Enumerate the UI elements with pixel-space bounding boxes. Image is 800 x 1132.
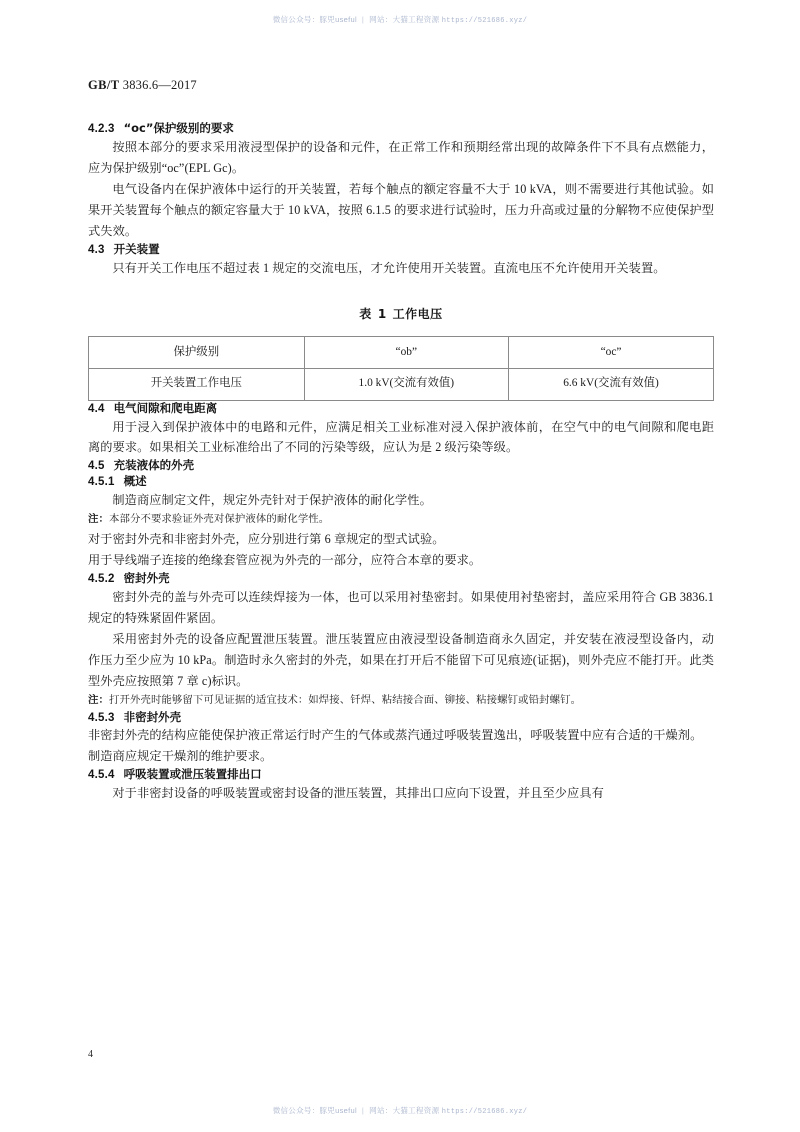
paragraph-4-5-1-2: 对于密封外壳和非密封外壳，应分别进行第 6 章规定的型式试验。 <box>88 532 445 547</box>
clause-title-4-3: 开关装置 <box>113 241 160 256</box>
watermark-url: https://521686.xyz/ <box>441 17 528 25</box>
paragraph-4-3-1: 只有开关工作电压不超过表 1 规定的交流电压，才允许使用开关装置。直流电压不允许使用开关装置。 <box>112 260 666 275</box>
watermark-separator: | <box>361 15 365 24</box>
note-label: 注： <box>88 693 109 706</box>
watermark-url: https://521686.xyz/ <box>441 1108 528 1116</box>
table-1-caption <box>88 305 714 322</box>
note-4-5-2 <box>88 692 714 710</box>
watermark-separator: | <box>361 1106 365 1115</box>
note-text: 本部分不要求验证外壳对保护液体的耐化学性。 <box>108 514 330 526</box>
standard-number-header <box>88 78 714 93</box>
clause-number-4-4: 4.4 <box>88 402 105 415</box>
paragraph-4-2-3-2: 电气设备内在保护液体中运行的开关装置，若每个触点的额定容量不大于 10 kVA，则不需要进行其他试验。如果开关装置每个触点的额定容量大于 10 kVA，按照 6.1.5 的要求进行试验时，压力升高或过量的分解物不应使保护型式失效。 <box>88 181 714 238</box>
clause-number-4-2-3: 4.2.3 <box>88 123 115 135</box>
table-cell: 6.6 kV(交流有效值) <box>509 369 714 400</box>
note-label: 注： <box>88 513 109 526</box>
page-content <box>88 78 714 804</box>
clause-number-4-5-1: 4.5.1 <box>88 476 115 489</box>
watermark-wechat: 微信公众号：豚兕useful <box>272 15 357 24</box>
heading-4-2-3 <box>88 121 714 137</box>
heading-4-5-2 <box>88 571 714 587</box>
paragraph-4-5-4-1: 对于非密封设备的呼吸装置或密封设备的泄压装置，其排出口应向下设置，并且至少应具有 <box>112 786 604 801</box>
standard-prefix: GB/T <box>88 78 120 92</box>
heading-4-5 <box>88 458 714 474</box>
paragraph-4-5-2-2: 采用密封外壳的设备应配置泄压装置。泄压装置应由液浸型设备制造商永久固定，并安装在液浸型设备内，动作压力至少应为 10 kPa。制造时永久密封的外壳，如果在打开后不能留下可见痕迹(证据)，则外壳应不能打开。此类型外壳应按照第 7 章 c)标识。 <box>88 631 714 688</box>
clause-number-4-5-4: 4.5.4 <box>88 769 115 782</box>
clause-number-4-5-3: 4.5.3 <box>88 711 115 724</box>
paragraph-4-4-1: 用于浸入到保护液体中的电路和元件，应满足相关工业标准对浸入保护液体前，在空气中的电气间隙和爬电距离的要求。如果相关工业标准给出了不同的污染等级，应认为是 2 级污染等级。 <box>88 419 714 455</box>
paragraph-4-5-3-1: 非密封外壳的结构应能使保护液正常运行时产生的气体或蒸汽通过呼吸装置逸出，呼吸装置中应有合适的干燥剂。制造商应规定干燥剂的维护要求。 <box>88 728 703 764</box>
table-row <box>89 369 714 400</box>
watermark-wechat: 微信公众号：豚兕useful <box>272 1106 357 1115</box>
table-cell: 保护级别 <box>89 336 305 368</box>
table-cell: 开关装置工作电压 <box>89 369 305 400</box>
heading-4-3 <box>88 242 714 258</box>
table-cell: 1.0 kV(交流有效值) <box>304 369 508 400</box>
watermark-site: 网站：大猫工程资源 <box>369 1106 440 1115</box>
heading-4-5-1 <box>88 474 714 490</box>
clause-title-4-5: 充装液体的外壳 <box>113 458 195 473</box>
page-number: 4 <box>88 1049 93 1060</box>
watermark-top <box>0 14 800 25</box>
paragraph-4-5-2-1: 密封外壳的盖与外壳可以连续焊接为一体，也可以采用衬垫密封。如果使用衬垫密封，盖应采用符合 GB 3836.1 规定的特殊紧固件紧固。 <box>88 589 714 625</box>
clause-title-4-5-2: 密封外壳 <box>123 570 170 585</box>
note-4-5-1 <box>88 511 714 529</box>
table-cell: “ob” <box>304 336 508 368</box>
table-caption-title: 工作电压 <box>392 306 443 321</box>
clause-number-4-5-2: 4.5.2 <box>88 572 115 585</box>
note-text: 打开外壳时能够留下可见证据的适宜技术：如焊接、钎焊、粘结接合面、铆接、粘接螺钉或铅封螺钉。 <box>108 694 582 706</box>
paragraph-4-5-1-3: 用于导线端子连接的绝缘套管应视为外壳的一部分，应符合本章的要求。 <box>88 553 482 567</box>
watermark-site: 网站：大猫工程资源 <box>369 15 440 24</box>
clause-number-4-5: 4.5 <box>88 460 105 473</box>
clause-title-4-5-4: 呼吸装置或泄压装置排出口 <box>123 767 262 782</box>
table-cell: “oc” <box>509 336 714 368</box>
paragraph-4-2-3-1: 按照本部分的要求采用液浸型保护的设备和元件，在正常工作和预期经常出现的故障条件下不具有点燃能力，应为保护级别“oc”(EPL Gc)。 <box>88 139 714 175</box>
heading-4-4 <box>88 401 714 417</box>
table-caption-label: 表 <box>359 306 372 321</box>
clause-number-4-3: 4.3 <box>88 243 105 256</box>
clause-title-4-5-1: 概述 <box>123 474 147 489</box>
paragraph-4-5-1-1: 制造商应制定文件，规定外壳针对于保护液体的耐化学性。 <box>112 493 432 508</box>
table-row <box>89 336 714 368</box>
standard-number: 3836.6—2017 <box>122 78 197 92</box>
clause-title-4-4: 电气间隙和爬电距离 <box>113 400 218 415</box>
table-caption-number: 1 <box>377 306 387 321</box>
clause-title-4-5-3: 非密封外壳 <box>123 709 182 724</box>
watermark-bottom <box>0 1105 800 1116</box>
clause-title-4-2-3: “oc”保护级别的要求 <box>123 121 234 135</box>
heading-4-5-4 <box>88 767 714 783</box>
table-working-voltage <box>88 336 714 401</box>
heading-4-5-3 <box>88 710 714 726</box>
